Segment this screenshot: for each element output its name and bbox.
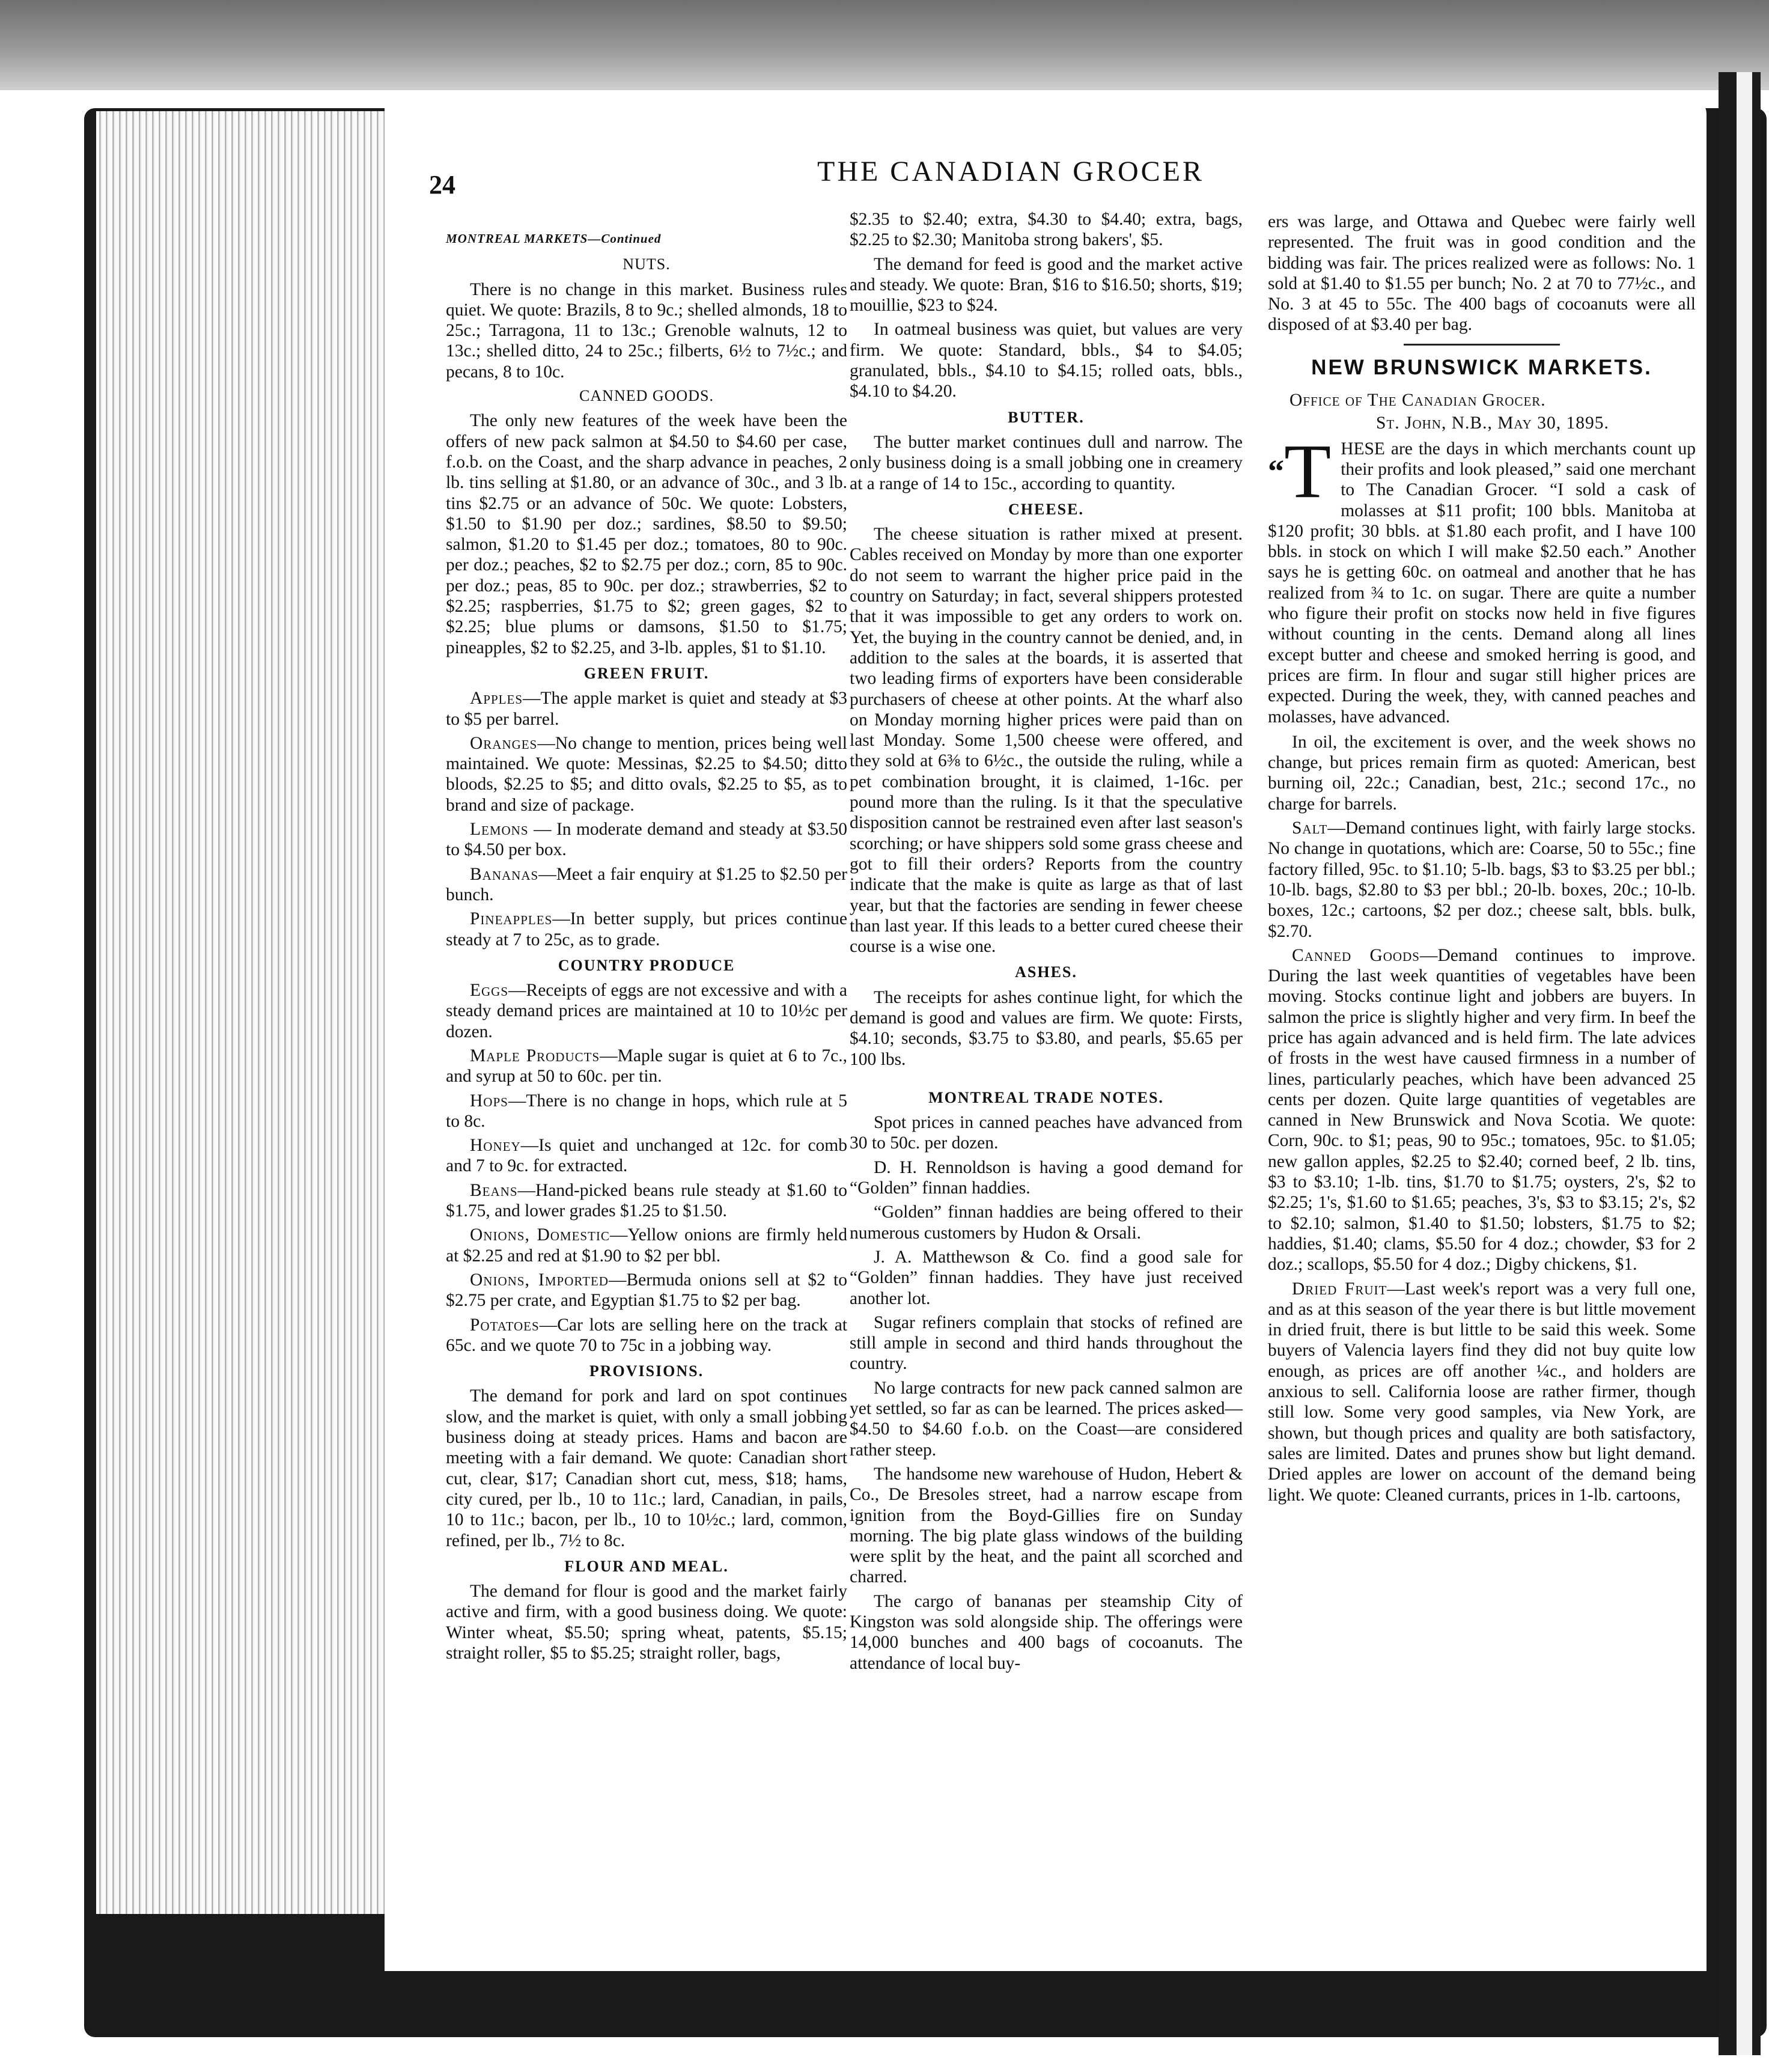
canned-goods-heading: CANNED GOODS.	[579, 387, 714, 405]
intro-text: HESE are the days in which merchants count up their profits and look pleased,” said one merchant to The Canadian Grocer. “I sold a cask of molasses at $11 profit; 100 bbls. Manitoba at $120 profit; 30 bbls. at $1.80 each profit, and I have 100 bbls. in stock on which I will make $2.50 each.” Another says he is getting 60c. on oatmeal and another that he has realized from ¾ to 1c. on sugar. There are quite a number who figure their profit on stocks now held in five figures without counting in the cents. Demand along all lines except butter and cheese and smoked herring is good, and prices are firm. In flour and sugar still higher prices are expected. During the week, they, with canned peaches and molasses, have advanced.	[1268, 439, 1696, 727]
section-divider	[1404, 344, 1560, 346]
potatoes-text: —Car lots are selling here on the track at 65c. and we quote 70 to 75c in a jobbing way.	[446, 1315, 847, 1355]
trade-note: Sugar refiners complain that stocks of refined are still ample in second and third hands throughout the country.	[850, 1312, 1243, 1374]
salt-paragraph	[1268, 818, 1696, 942]
beans-paragraph	[446, 1180, 847, 1222]
onions-imported-lead: Onions, Imported	[470, 1270, 609, 1290]
beans-text: —Hand-picked beans rule steady at $1.60 to $1.75, and lower grades $1.25 to $1.50.	[446, 1180, 847, 1221]
pineapples-lead: Pineapples	[470, 909, 553, 929]
onions-domestic-lead: Onions, Domestic	[470, 1225, 610, 1245]
dateline: St. John, N.B., May 30, 1895.	[1376, 413, 1609, 433]
eggs-text: —Receipts of eggs are not excessive and with a steady demand prices are maintained at 10 to 10½c per dozen.	[446, 981, 847, 1041]
lemons-lead: Lemons	[470, 820, 529, 839]
pineapples-text: —In better supply, but prices continue steady at 7 to 25c, as to grade.	[446, 909, 847, 949]
oil-paragraph: In oil, the excitement is over, and the week shows no change, but prices remain firm as quoted: American, best burning oil, 22c.; Canadian, best, 21c.; second 17c., no charge for barrels.	[1268, 732, 1696, 814]
trade-notes-heading: MONTREAL TRADE NOTES.	[928, 1088, 1164, 1106]
oranges-paragraph	[446, 733, 847, 815]
feed-paragraph: The demand for feed is good and the market active and steady. We quote: Bran, $16 to $16.50; shorts, $19; mouillie, $23 to $24.	[850, 254, 1243, 315]
bananas-text: —Meet a fair enquiry at $1.25 to $2.50 per bunch.	[446, 864, 847, 904]
apples-paragraph	[446, 688, 847, 730]
trade-note: J. A. Matthewson & Co. find a good sale for “Golden” finnan haddies. They have just received another lot.	[850, 1247, 1243, 1308]
cheese-paragraph: The cheese situation is rather mixed at present. Cables received on Monday by more than one exporter do not seem to warrant the higher price paid in the country on Saturday; in fact, several shippers protested that it was impossible to get any orders to work on. Yet, the buying in the country cannot be denied, and, in addition to the sales at the boards, it is asserted that two leading firms of exporters have been considerable purchasers of cheese at other points. At the wharf also on Monday morning higher prices were paid than on last Monday. Some 1,500 cheese were offered, and they sold at 6⅜ to 6½c., the outside the ruling, while a pet combination brought, it is claimed, 1-16c. per pound more than the ruling. Is it that the speculative disposition cannot be restrained even after last season's scorching; or have shippers sold some grass cheese and got to fill their orders? Reports from the country indicate that the make is quite as large as that of last year, but that the factories are sending in fewer cheese than last year. If this leads to a better cured cheese their course is a wise one.	[850, 525, 1243, 957]
honey-text: —Is quiet and unchanged at 12c. for comb and 7 to 9c. for extracted.	[446, 1136, 847, 1176]
honey-lead: Honey	[470, 1136, 521, 1156]
flour-meal-heading: FLOUR AND MEAL.	[564, 1557, 729, 1575]
salt-lead: Salt	[1292, 818, 1328, 838]
trade-note: No large contracts for new pack canned salmon are yet settled, so far as can be learned. The prices asked—$4.50 to $4.60 f.o.b. on the Coast—are considered rather steep.	[850, 1378, 1243, 1460]
dried-fruit-paragraph	[1268, 1279, 1696, 1505]
eggs-lead: Eggs	[470, 981, 509, 1001]
column-2	[850, 209, 1243, 1677]
cheese-heading: CHEESE.	[1008, 500, 1084, 518]
nb-canned-goods-text: —Demand continues to improve. During the last week quantities of vegetables have been moving. Stocks continue light and jobbers are buyers. In salmon the price is slightly higher and very firm. In beef the price has again advanced and is held firm. The late advices of frosts in the west have caused firmness in a number of lines, particularly peaches, which have been advanced 25 cents per dozen. Quite large quantities of vegetables are canned in New Brunswick and Nova Scotia. We quote: Corn, 90c. to $1; peas, 90 to 95c.; tomatoes, 95c. to $1.05; new gallon apples, $2.25 to $2.40; corned beef, 2 lb. tins, $3 to $3.10; 1-lb. tins, $1.70 to $1.75; oysters, 2's, $2 to $2.25; 1's, $1.60 to $1.65; peaches, 3's, $3 to $3.15; 2's, $2 to $2.10; salmon, $1.40 to $1.50; lobsters, $1.75 to $2; haddies, $1.40; clams, $5.50 for 4 doz.; chowder, $3 for 2 doz.; scallops, $5.50 for 4 doz.; Digby chickens, $1.	[1268, 945, 1696, 1275]
country-produce-heading: COUNTRY PRODUCE	[558, 956, 735, 974]
trade-note: “Golden” finnan haddies are being offered to their numerous customers by Hudon & Orsali.	[850, 1202, 1243, 1243]
eggs-paragraph	[446, 980, 847, 1042]
onions-domestic-paragraph	[446, 1225, 847, 1266]
hops-text: —There is no change in hops, which rule at 5 to 8c.	[446, 1091, 847, 1131]
potatoes-paragraph	[446, 1315, 847, 1356]
pineapples-paragraph	[446, 909, 847, 950]
salt-text: —Demand continues light, with fairly large stocks. No change in quotations, which are: Coarse, 50 to 55c.; fine factory filled, 95c. to $1.10; 5-lb. bags, $3 to $3.25 per bbl.; 10-lb. bags, $2.80 to $3 per bbl.; 20-lb. boxes, 20c.; 10-lb. boxes, 12c.; cartoons, $2 per doz.; cheese salt, bbls. bulk, $2.70.	[1268, 818, 1696, 941]
butter-heading: BUTTER.	[1008, 408, 1085, 426]
drop-cap-quote: “	[1268, 452, 1284, 489]
apples-text: —The apple market is quiet and steady at $3 to $5 per barrel.	[446, 689, 847, 729]
potatoes-lead: Potatoes	[470, 1315, 540, 1335]
scan-background	[0, 0, 1769, 90]
trade-note: Spot prices in canned peaches have advanced from 30 to 50c. per dozen.	[850, 1113, 1243, 1153]
bananas-paragraph	[446, 864, 847, 906]
hops-lead: Hops	[470, 1091, 508, 1111]
honey-paragraph	[446, 1135, 847, 1177]
new-brunswick-heading: NEW BRUNSWICK MARKETS.	[1311, 355, 1652, 379]
next-page-edge	[1737, 72, 1752, 2055]
maple-text: —Maple sugar is quiet at 6 to 7c., and syrup at 50 to 60c. per tin.	[446, 1046, 847, 1086]
bananas-lead: Bananas	[470, 864, 539, 884]
provisions-heading: PROVISIONS.	[589, 1362, 704, 1380]
oranges-lead: Oranges	[470, 733, 538, 753]
oatmeal-paragraph: In oatmeal business was quiet, but values are very firm. We quote: Standard, bbls., $4 to $4.05; granulated, bbls., $4.10 to $4.15; rolled oats, bbls., $4.10 to $4.20.	[850, 320, 1243, 401]
provisions-paragraph: The demand for pork and lard on spot continues slow, and the market is quiet, with only a small jobbing business doing at steady prices. Hams and bacon are meeting with a fair demand. We quote: Canadian short cut, clear, $17; Canadian short cut, mess, $18; hams, city cured, per lb., 10 to 11c.; lard, Canadian, in pails, 10 to 11c.; bacon, per lb., 10 to 10½c.; lard, common, refined, per lb., 7½ to 8c.	[446, 1386, 847, 1550]
nb-canned-goods-paragraph	[1268, 945, 1696, 1275]
office-line: Office of The Canadian Grocer.	[1289, 391, 1546, 410]
bananas-continued-paragraph: ers was large, and Ottawa and Quebec were fairly well represented. The fruit was in good condition and the bidding was fair. The prices realized were as follows: No. 1 sold at $1.40 to $1.55 per bunch; No. 2 at 70 to 77½c., and No. 3 at 45 to 55c. The 400 bags of cocoanuts were all disposed of at $3.40 per bag.	[1268, 212, 1696, 335]
dried-fruit-text: —Last week's report was a very full one, and as at this season of the year there is but little movement in dried fruit, there is but little to be said this week. Some buyers of Valencia layers find they did not buy quite low enough, as prices are off another ¼c., and holders are anxious to sell. California loose are rather firmer, though still low. Some very good samples, via New York, are shown, but though prices and quality are both satisfactory, sales are limited. Dates and prunes show but light demand. Dried apples are lower on account of the demand being light. We quote: Cleaned currants, prices in 1-lb. cartoons,	[1268, 1279, 1696, 1505]
onions-imported-text: —Bermuda onions sell at $2 to $2.75 per crate, and Egyptian $1.75 to $2 per bag.	[446, 1270, 847, 1311]
ashes-heading: ASHES.	[1015, 963, 1077, 981]
trade-note: The cargo of bananas per steamship City of Kingston was sold alongside ship. The offerings were 14,000 bunches and 400 bags of cocoanuts. The attendance of local buy-	[850, 1591, 1243, 1673]
ashes-paragraph: The receipts for ashes continue light, for which the demand is good and values are firm. We quote: Firsts, $4.10; seconds, $3.75 to $3.80, and pearls, $5.65 per 100 lbs.	[850, 987, 1243, 1069]
flour-continued-paragraph: $2.35 to $2.40; extra, $4.30 to $4.40; extra, bags, $2.25 to $2.30; Manitoba strong bakers', $5.	[850, 210, 1243, 250]
dried-fruit-lead: Dried Fruit	[1292, 1279, 1387, 1299]
intro-paragraph	[1268, 439, 1696, 727]
green-fruit-heading: GREEN FRUIT.	[583, 664, 710, 682]
masthead-title: THE CANADIAN GROCER	[817, 156, 1204, 187]
apples-lead: Apples	[470, 689, 523, 708]
canned-goods-paragraph: The only new features of the week have been the offers of new pack salmon at $4.50 to $4.60 per case, f.o.b. on the Coast, and the sharp advance in peaches, 2 lb. tins selling at $1.80, or an advance of 30c., and 3 lb. tins $2.75 or an advance of 50c. We quote: Lobsters, $1.50 to $1.90 per doz.; sardines, $8.50 to $9.50; salmon, $1.20 to $1.45 per doz.; tomatoes, 80 to 90c. per doz.; peaches, $2 to $2.75 per doz.; corn, 85 to 90c. per doz.; peas, 85 to 90c. per doz.; strawberries, $2 to $2.25; raspberries, $1.75 to $2; green gages, $2 to $2.25; blue plums or damsons, $1.50 to $1.75; pineapples, $2 to $2.25, and 3-lb. apples, $1 to $1.10.	[446, 411, 847, 657]
butter-paragraph: The butter market continues dull and narrow. The only business doing is a small jobbing one in creamery at a range of 14 to 15c., according to quantity.	[850, 432, 1243, 493]
onions-domestic-text: —Yellow onions are firmly held at $2.25 and red at $1.90 to $2 per bbl.	[446, 1225, 847, 1266]
beans-lead: Beans	[470, 1180, 518, 1200]
hops-paragraph	[446, 1091, 847, 1132]
nb-canned-goods-lead: Canned Goods	[1292, 945, 1420, 965]
oranges-text: —No change to mention, prices being well maintained. We quote: Messinas, $2.25 to $4.50; ditto bloods, $2.25 to $5; and ditto ovals, $2.25 to $5, as to brand and size of package.	[446, 733, 847, 815]
page-number: 24	[429, 170, 455, 200]
drop-cap-letter: T	[1284, 438, 1332, 514]
column-3	[1268, 212, 1696, 1509]
maple-paragraph	[446, 1046, 847, 1087]
drop-cap	[1268, 438, 1332, 514]
nuts-paragraph: There is no change in this market. Business rules quiet. We quote: Brazils, 8 to 9c.; shelled almonds, 18 to 25c.; Tarragona, 11 to 13c.; Grenoble walnuts, 12 to 13c.; shelled ditto, 24 to 25c.; filberts, 6½ to 7½c.; and pecans, 8 to 10c.	[446, 279, 847, 382]
nuts-heading: NUTS.	[623, 255, 671, 273]
trade-note: The handsome new warehouse of Hudon, Hebert & Co., De Bresoles street, had a narrow escape from ignition from the Boyd-Gillies fire on Sunday morning. The big plate glass windows of the building were split by the heat, and the paint all scorched and charred.	[850, 1464, 1243, 1587]
flour-paragraph: The demand for flour is good and the market fairly active and firm, with a good business doing. We quote: Winter wheat, $5.50; spring wheat, patents, $5.15; straight roller, $5 to $5.25; straight roller, bags,	[446, 1582, 847, 1663]
lemons-text: — In moderate demand and steady at $3.50 to $4.50 per box.	[446, 820, 847, 860]
column-1	[446, 228, 847, 1667]
onions-imported-paragraph	[446, 1270, 847, 1311]
maple-lead: Maple Products	[470, 1046, 600, 1065]
continued-label: MONTREAL MARKETS—Continued	[446, 231, 662, 246]
lemons-paragraph	[446, 819, 847, 861]
trade-note: D. H. Rennoldson is having a good demand for “Golden” finnan haddies.	[850, 1157, 1243, 1198]
